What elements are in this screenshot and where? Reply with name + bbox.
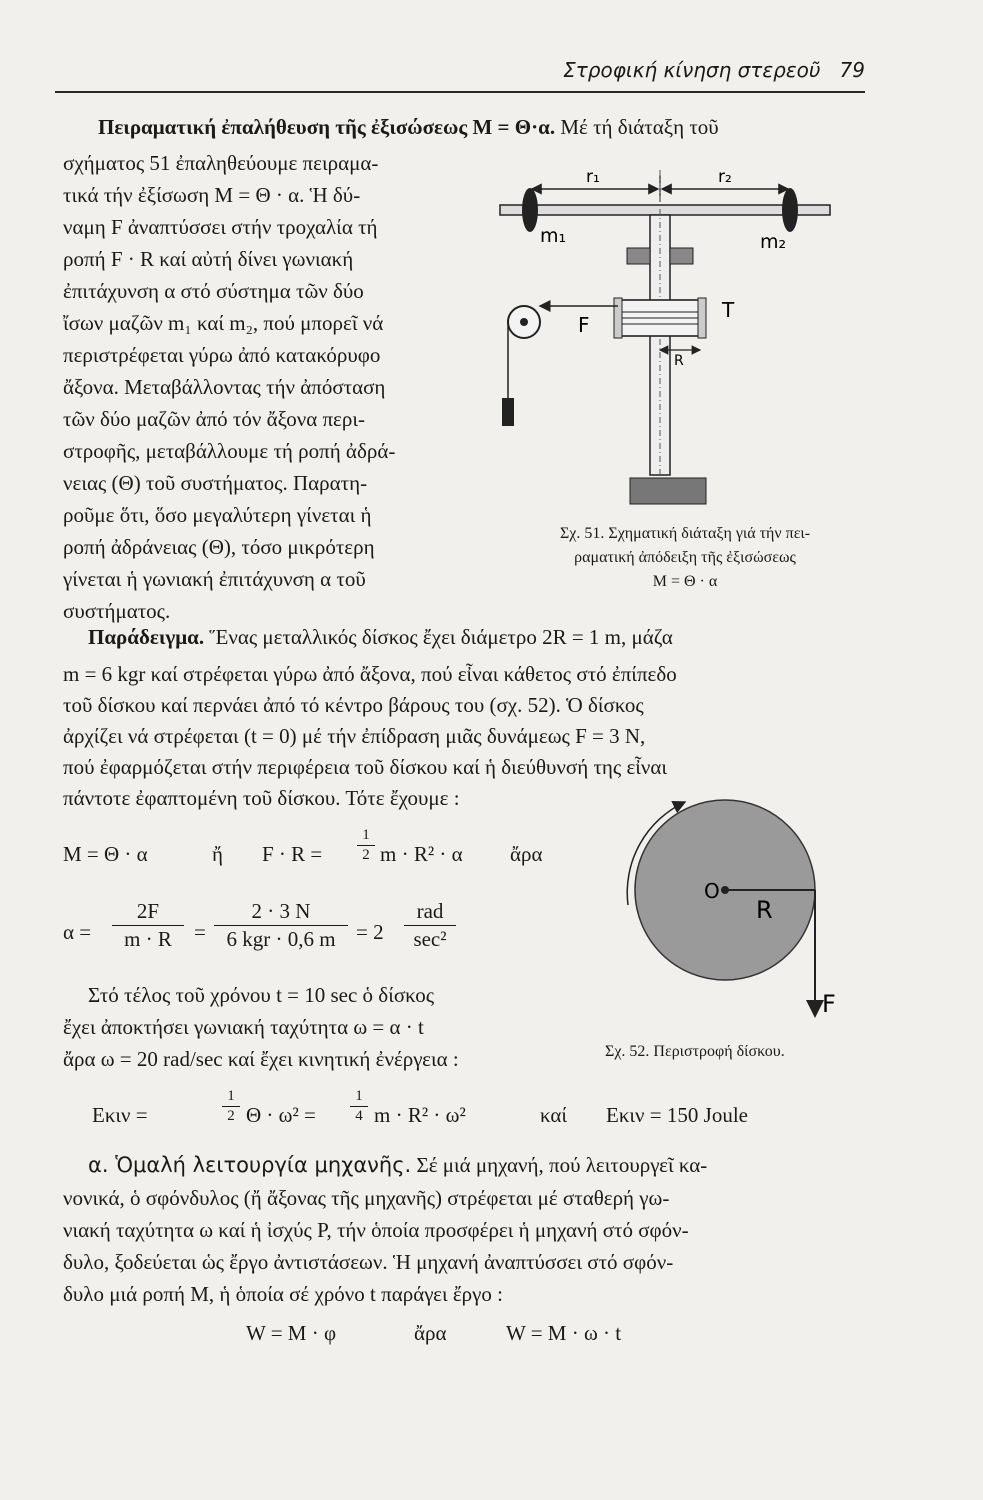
eq1-half-fraction <box>357 827 375 864</box>
eq2-alpha: α = <box>63 920 92 944</box>
example-after-line-2: ἄρα ω = 20 rad/sec καί ἔχει κινητική ἐνέργεια : <box>63 1047 459 1071</box>
eq4-ara: ἄρα <box>414 1321 447 1345</box>
section-a-line-1: νονικά, ὁ σφόνδυλος (ἤ ἄξονας τῆς μηχανῆς) στρέφεται μέ σταθερή γω- <box>63 1186 670 1210</box>
eq2-f1-num: 2F <box>136 899 160 923</box>
eq2-fraction-2 <box>214 899 348 952</box>
figure-51-caption <box>495 522 875 594</box>
eq1-ara: ἄρα <box>510 842 543 866</box>
label-disk-R: R <box>756 896 773 924</box>
eq3-half-fraction <box>222 1088 240 1125</box>
eq2-eq-a: = <box>194 920 206 944</box>
eq1-left: Μ = Θ · α <box>63 842 148 866</box>
label-T: T <box>722 298 735 322</box>
horizontal-rod <box>500 205 830 215</box>
eq3-kai: καί <box>540 1103 568 1127</box>
eq3-quarter-fraction <box>350 1088 368 1125</box>
eq3-result: Εκιν = 150 Joule <box>606 1103 748 1127</box>
eq1-rest: m · R² · α <box>380 842 463 866</box>
example-line-0: Ἕνας μεταλλικός δίσκος ἔχει διάμετρο 2R = 1 m, μάζα <box>209 625 673 649</box>
intro-line-13: ροπή ἀδράνειας (Θ), τόσο μικρότερη <box>63 535 375 559</box>
label-r2: r₂ <box>718 167 732 187</box>
example-label: Παράδειγμα. <box>88 625 205 649</box>
eq3-h-num: 1 <box>227 1088 235 1104</box>
eq1-fr: F · R = <box>262 842 323 866</box>
example-line-5: πάντοτε ἐφαπτομένη τοῦ δίσκου. Τότε ἔχουμε : <box>63 786 460 810</box>
intro-line-0: Μέ τή διάταξη τοῦ <box>560 115 719 139</box>
intro-line-9: τῶν δύο μαζῶν ἀπό τόν ἄξονα περι- <box>63 407 365 431</box>
eq3-q-den: 4 <box>355 1108 363 1124</box>
eq2-f3-num: rad <box>416 899 444 923</box>
example-line-4: πού ἐφαρμόζεται στήν περιφέρεια τοῦ δίσκου καί ἡ διεύθυνσή της εἶναι <box>63 755 668 779</box>
upper-bearing <box>627 248 650 264</box>
running-title: Στροφική κίνηση στερεοῦ <box>563 58 821 82</box>
eq3-ekin: Εκιν = <box>92 1103 148 1127</box>
intro-line-10: στροφῆς, μεταβάλλουμε τή ροπή ἀδρά- <box>63 439 396 463</box>
running-header <box>563 58 865 82</box>
figure-52-disk <box>600 780 880 1030</box>
intro-first-line <box>98 112 719 142</box>
intro-line-5: ἐπιτάχυνση α στό σύστημα τῶν δύο <box>63 279 364 303</box>
eq1-half-den: 2 <box>362 847 370 863</box>
intro-line-14: γίνεται ἡ γωνιακή ἐπιτάχυνση α τοῦ <box>63 567 366 591</box>
intro-line-6: ἴσων μαζῶν m₁ καί m₂, πού μπορεῖ νά <box>63 311 384 335</box>
disk-center <box>721 886 729 894</box>
section-a-line-2: νιακή ταχύτητα ω καί ἡ ἰσχύς P, τήν ὁποία προσφέρει ἡ μηχανή στό σφόν- <box>63 1218 689 1242</box>
eq1-or: ἤ <box>212 842 223 866</box>
eq2-f1-den: m · R <box>124 927 172 951</box>
eq2-f3-den: sec² <box>413 927 447 951</box>
intro-line-1: σχήματος 51 ἐπαληθεύουμε πειραμα- <box>63 151 379 175</box>
mass-m1 <box>522 188 538 232</box>
intro-line-7: περιστρέφεται γύρω ἀπό κατακόρυφο <box>63 343 381 367</box>
eq3-h-den: 2 <box>227 1108 235 1124</box>
label-r1: r₁ <box>586 167 600 187</box>
section-a-title: α. Ὁμαλή λειτουργία μηχανῆς. <box>88 1153 412 1177</box>
label-disk-F: F <box>822 990 836 1018</box>
example-first-line <box>88 622 673 652</box>
eq2-eq-b: = 2 <box>356 920 384 944</box>
section-a-line-3: δυλο, ξοδεύεται ὡς ἔργο ἀντιστάσεων. Ἡ μηχανή ἀναπτύσσει στό σφόν- <box>63 1250 674 1274</box>
base-block <box>630 478 706 504</box>
example-line-1: m = 6 kgr καί στρέφεται γύρω ἀπό ἄξονα, πού εἶναι κάθετος στό ἐπίπεδο <box>63 662 677 686</box>
fig51-caption-line-2: Μ = Θ · α <box>652 573 718 590</box>
fig51-caption-line-0: Σχηματική διάταξη γιά τήν πει- <box>608 525 811 542</box>
eq3-q-num: 1 <box>355 1088 363 1104</box>
eq2-f2-den: 6 kgr · 0,6 m <box>226 927 336 951</box>
fig51-caption-num: Σχ. 51. <box>559 525 605 542</box>
header-rule <box>55 91 865 93</box>
intro-line-8: ἄξονα. Μεταβάλλοντας τήν ἀπόσταση <box>63 375 386 399</box>
eq3-rest: m · R² · ω² <box>374 1103 466 1127</box>
section-a-line-4: δυλο μιά ροπή Μ, ἡ ὁποία σέ χρόνο t παράγει ἔργο : <box>63 1282 504 1306</box>
section-a-first-line <box>88 1150 707 1180</box>
eq4-right: W = M · ω · t <box>506 1321 622 1345</box>
example-after-line-1: ἔχει ἀποκτήσει γωνιακή ταχύτητα ω = α · t <box>63 1015 424 1039</box>
eq1-half-num: 1 <box>362 827 370 843</box>
fig51-caption-line-1: ραματική ἀπόδειξη τῆς ἐξισώσεως <box>574 549 796 566</box>
intro-line-3: ναμη F ἀναπτύσσει στήν τροχαλία τή <box>63 215 378 239</box>
figure-52-caption: Σχ. 52. Περιστροφή δίσκου. <box>605 1043 785 1060</box>
intro-heading: Πειραματική ἐπαλήθευση τῆς ἐξισώσεως Μ = Θ·α. <box>98 115 556 139</box>
intro-line-2: τικά τήν ἐξίσωση Μ = Θ · α. Ἡ δύ- <box>63 183 361 207</box>
intro-line-15: συστήματος. <box>63 599 171 623</box>
section-a-line-0: Σέ μιά μηχανή, πού λειτουργεῖ κα- <box>416 1153 708 1177</box>
intro-line-4: ροπή F · R καί αὐτή δίνει γωνιακή <box>63 247 354 271</box>
label-m1: m₁ <box>540 225 567 247</box>
eq2-f2-num: 2 · 3 N <box>251 899 311 923</box>
intro-line-11: νειας (Θ) τοῦ συστήματος. Παρατη- <box>63 471 368 495</box>
hanging-weight <box>502 398 514 426</box>
label-F: F <box>578 313 590 337</box>
eq2-fraction-3 <box>404 899 456 952</box>
eq4-left: W = M · φ <box>246 1321 337 1345</box>
eq2-fraction-1 <box>112 899 184 952</box>
label-m2: m₂ <box>760 231 787 253</box>
label-R: R <box>674 353 684 369</box>
example-line-3: ἀρχίζει νά στρέφεται (t = 0) μέ τήν ἐπίδραση μιᾶς δυνάμεως F = 3 N, <box>63 724 646 748</box>
intro-line-12: ροῦμε ὅτι, ὅσο μεγαλύτερη γίνεται ἡ <box>63 503 372 527</box>
figure-51-apparatus <box>490 160 850 515</box>
mass-m2 <box>782 188 798 232</box>
page-number: 79 <box>839 58 865 82</box>
example-line-2: τοῦ δίσκου καί περνάει ἀπό τό κέντρο βάρους του (σχ. 52). Ὁ δίσκος <box>63 693 644 717</box>
example-after-line-0: Στό τέλος τοῦ χρόνου t = 10 sec ὁ δίσκος <box>88 983 435 1007</box>
label-O: O <box>704 879 720 903</box>
eq3-mid: Θ · ω² = <box>246 1103 316 1127</box>
